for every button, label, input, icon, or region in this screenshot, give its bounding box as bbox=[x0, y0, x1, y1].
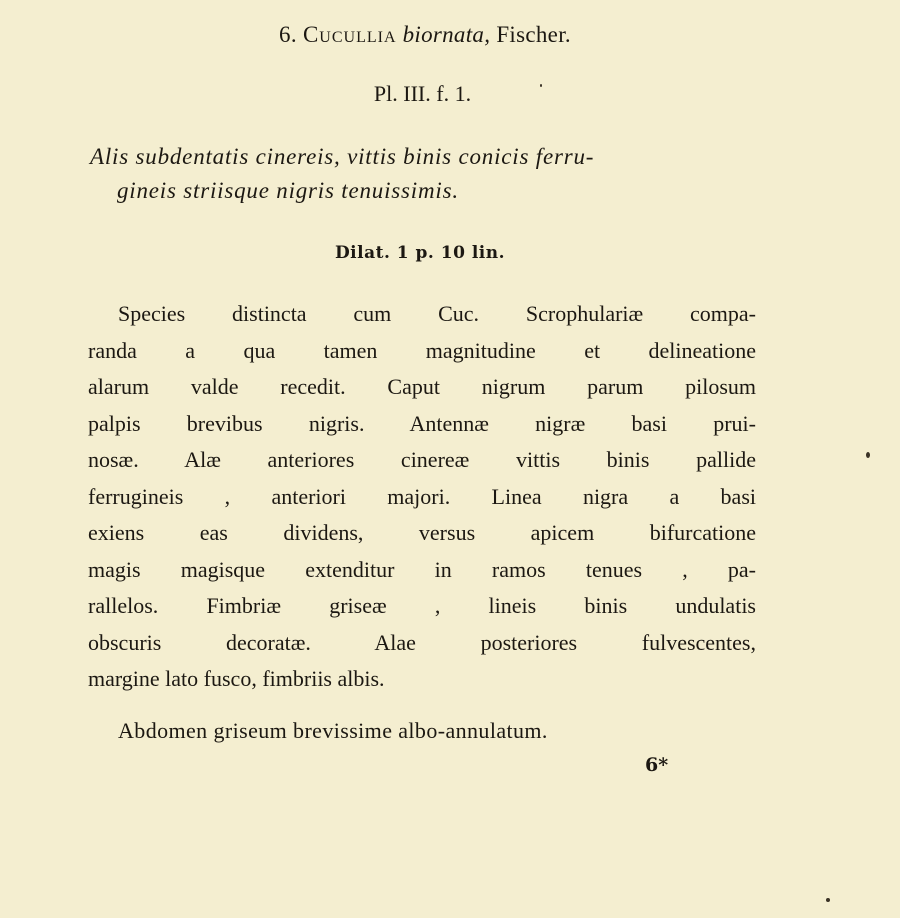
description-line: palpis brevibus nigris. Antennæ nigræ basi prui- bbox=[88, 410, 756, 436]
description-line: Species distincta cum Cuc. Scrophulariæ compa- bbox=[118, 301, 756, 326]
description-line: ferrugineis , anteriori majori. Linea nigra a basi bbox=[88, 483, 756, 509]
species-heading bbox=[0, 22, 850, 48]
paper-speck bbox=[826, 898, 830, 902]
paper-speck bbox=[540, 84, 542, 87]
signature-mark: 6* bbox=[645, 754, 669, 776]
description-paragraph bbox=[88, 296, 756, 698]
abdomen-note: Abdomen griseum brevissime albo-annulatum. bbox=[118, 718, 548, 743]
description-line: obscuris decoratæ. Alae posteriores fulvescentes, bbox=[88, 629, 756, 655]
paper-speck bbox=[866, 452, 870, 458]
species-epithet: biornata, bbox=[402, 22, 491, 47]
latin-diagnosis bbox=[90, 140, 790, 208]
description-line: rallelos. Fimbriæ griseæ , lineis binis undulatis bbox=[88, 593, 756, 618]
description-line: margine lato fusco, fimbriis albis. bbox=[88, 666, 385, 691]
description-line: exiens eas dividens, versus apicem bifurcatione bbox=[88, 520, 756, 545]
diagnosis-line-1: Alis subdentatis cinereis, vittis binis conicis ferru- bbox=[90, 144, 595, 169]
diagnosis-line-2: gineis striisque nigris tenuissimis. bbox=[117, 178, 459, 203]
description-line: randa a qua tamen magnitudine et delineatione bbox=[88, 337, 756, 363]
description-line: nosæ. Alæ anteriores cinereæ vittis binis pallide bbox=[88, 447, 756, 472]
description-line: magis magisque extenditur in ramos tenues , pa- bbox=[88, 556, 756, 582]
genus-name: Cucullia bbox=[302, 22, 397, 47]
wingspan-dimension: Dilat. 1 p. 10 lin. bbox=[334, 243, 506, 263]
plate-reference: Pl. III. f. 1. bbox=[373, 81, 472, 106]
description-line: alarum valde recedit. Caput nigrum parum pilosum bbox=[88, 374, 756, 399]
author-name: Fischer. bbox=[496, 22, 571, 47]
species-number: 6. bbox=[279, 22, 297, 47]
